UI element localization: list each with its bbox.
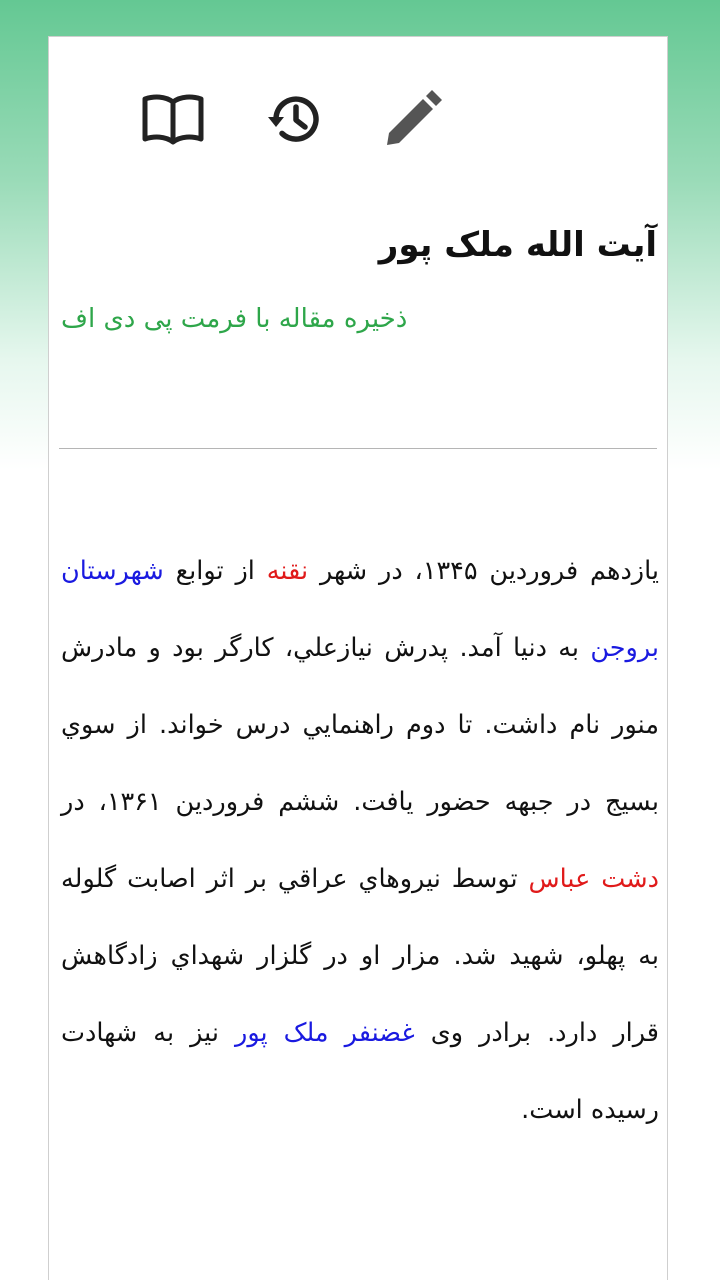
body-text-5: نیز به شهادت رسیده است. (61, 1018, 659, 1125)
body-text-2: از توابع (163, 556, 267, 586)
link-dasht-abbas[interactable]: دشت عباس (528, 864, 659, 894)
history-icon (266, 91, 322, 147)
article-title: آیت الله ملک پور (378, 225, 657, 265)
article-paragraph (61, 533, 659, 1149)
article-card (48, 36, 668, 1280)
body-text-1: یازدهم فروردین ۱۳۴۵، در شهر (308, 556, 659, 586)
open-book-icon (141, 93, 205, 145)
body-text-4: توسط نيروهاي عراقي بر اثر اصابت گلوله به پهلو، شهيد شد. مزار او در گلزار شهداي زادگاهش قرار دارد. برادر وی (61, 864, 659, 1048)
link-naghneh[interactable]: نقنه (266, 556, 309, 586)
body-text-3: به دنیا آمد. پدرش نیازعلي، کارگر بود و مادرش منور نام داشت. تا دوم راهنمايي درس خواند. از سوي بسيج در جبهه حضور يافت. ششم فروردين ۱۳۶۱، در (61, 633, 659, 817)
link-ghazanfar-malekpour[interactable]: غضنفر ملک پور (235, 1018, 415, 1048)
section-divider (59, 448, 657, 449)
article-toolbar (49, 87, 667, 157)
read-button[interactable] (141, 87, 205, 151)
save-pdf-link[interactable]: ذخیره مقاله با فرمت پی دی اف (61, 304, 408, 334)
history-button[interactable] (262, 87, 326, 151)
pencil-icon (383, 89, 443, 149)
link-borujen-county[interactable]: شهرستان بروجن (61, 556, 659, 663)
article-body (61, 533, 659, 1149)
edit-button[interactable] (381, 87, 445, 151)
